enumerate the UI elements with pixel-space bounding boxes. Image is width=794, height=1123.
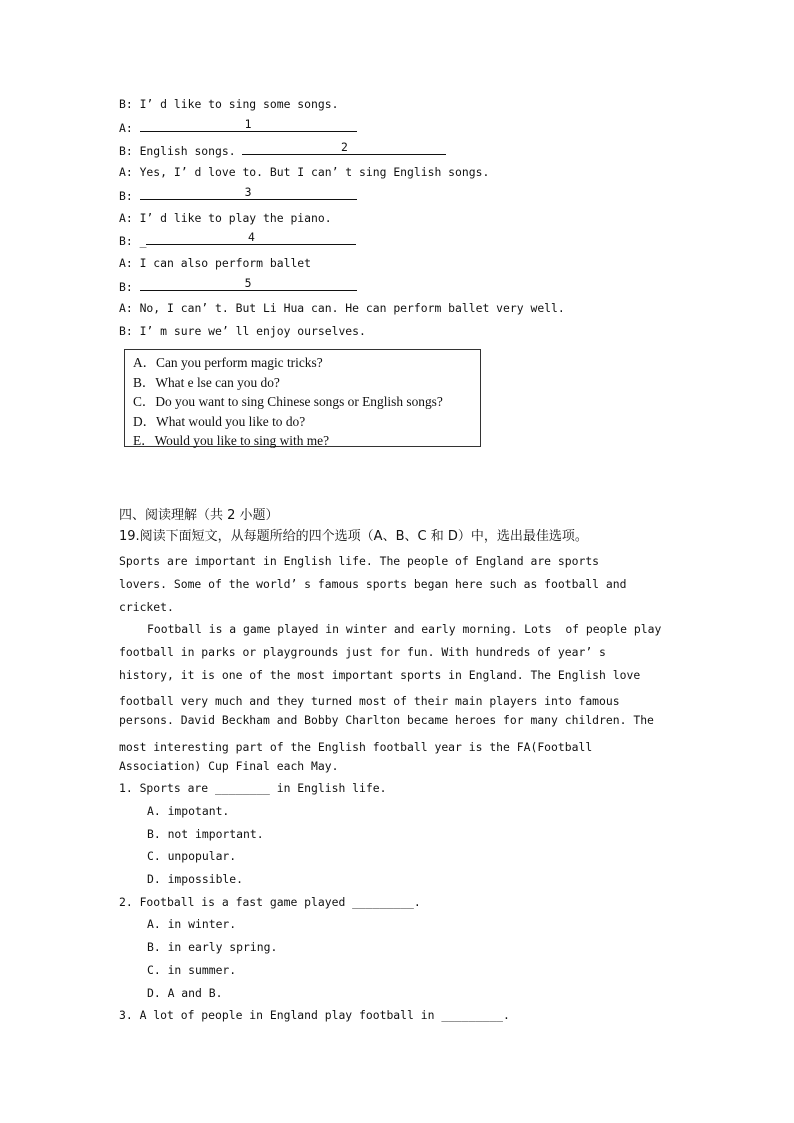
- dialogue-line-3: B: English songs. 2: [119, 141, 446, 159]
- passage-line: Sports are important in English life. The people of England are sports: [119, 554, 600, 568]
- passage-line: cricket.: [119, 600, 174, 614]
- option-a: A．Can you perform magic tricks?: [133, 355, 323, 370]
- answer-blank-2[interactable]: 2: [242, 141, 446, 155]
- passage-line: football very much and they turned most of their main players into famous: [119, 694, 620, 708]
- dialogue-line-2: A: 1: [119, 118, 357, 136]
- question-2-choice-c[interactable]: C. in summer.: [147, 963, 237, 977]
- dialogue-line-11: B: I’ m sure we’ ll enjoy ourselves.: [119, 324, 366, 338]
- question-1-stem: 1. Sports are ________ in English life.: [119, 781, 387, 795]
- question-2-choice-b[interactable]: B. in early spring.: [147, 940, 278, 954]
- passage-line: Football is a game played in winter and early morning. Lots of people play: [147, 622, 662, 636]
- passage-line: most interesting part of the English football year is the FA(Football: [119, 740, 593, 754]
- dialogue-line-10: A: No, I can’ t. But Li Hua can. He can perform ballet very well.: [119, 301, 565, 315]
- passage-line: Association) Cup Final each May.: [119, 759, 339, 773]
- passage-line: persons. David Beckham and Bobby Charlton became heroes for many children. The: [119, 713, 654, 727]
- dialogue-line-4: A: Yes, I’ d love to. But I can’ t sing English songs.: [119, 165, 490, 179]
- question-1-choice-b[interactable]: B. not important.: [147, 827, 264, 841]
- dialogue-line-7: B: _ 4: [119, 231, 356, 249]
- answer-blank-5[interactable]: 5: [140, 277, 357, 291]
- dialogue-line-6: A: I’ d like to play the piano.: [119, 211, 332, 225]
- option-b: B．What e lse can you do?: [133, 374, 280, 390]
- passage-line: lovers. Some of the world’ s famous sports began here such as football and: [119, 577, 627, 591]
- dialogue-line-5: B: 3: [119, 186, 357, 204]
- question-1-choice-c[interactable]: C. unpopular.: [147, 849, 237, 863]
- section-heading: 四、阅读理解（共 2 小题）: [119, 508, 279, 523]
- options-box: [124, 349, 481, 447]
- option-c: C．Do you want to sing Chinese songs or English songs?: [133, 394, 443, 410]
- option-d: D．What would you like to do?: [133, 413, 306, 429]
- dialogue-line-8: A: I can also perform ballet: [119, 256, 312, 270]
- answer-blank-1[interactable]: 1: [140, 118, 357, 132]
- dialogue-line-1: B: I’ d like to sing some songs.: [119, 97, 339, 111]
- question-2-stem: 2. Football is a fast game played _________.: [119, 895, 421, 909]
- question-3-stem: 3. A lot of people in England play football in _________.: [119, 1008, 510, 1022]
- dialogue-line-9: B: 5: [119, 277, 357, 295]
- passage-line: history, it is one of the most important sports in England. The English love: [119, 668, 641, 682]
- question-1-choice-a[interactable]: A. impotant.: [147, 804, 230, 818]
- answer-blank-4[interactable]: 4: [146, 231, 356, 245]
- question-2-choice-a[interactable]: A. in winter.: [147, 917, 237, 931]
- option-e: E．Would you like to sing with me?: [133, 433, 330, 449]
- question-1-choice-d[interactable]: D. impossible.: [147, 872, 244, 886]
- section-instruction: 19.阅读下面短文，从每题所给的四个选项（A、B、C 和 D）中，选出最佳选项。: [119, 529, 588, 544]
- passage-line: football in parks or playgrounds just for fun. With hundreds of year’ s: [119, 645, 606, 659]
- question-2-choice-d[interactable]: D. A and B.: [147, 986, 223, 1000]
- answer-blank-3[interactable]: 3: [140, 186, 357, 200]
